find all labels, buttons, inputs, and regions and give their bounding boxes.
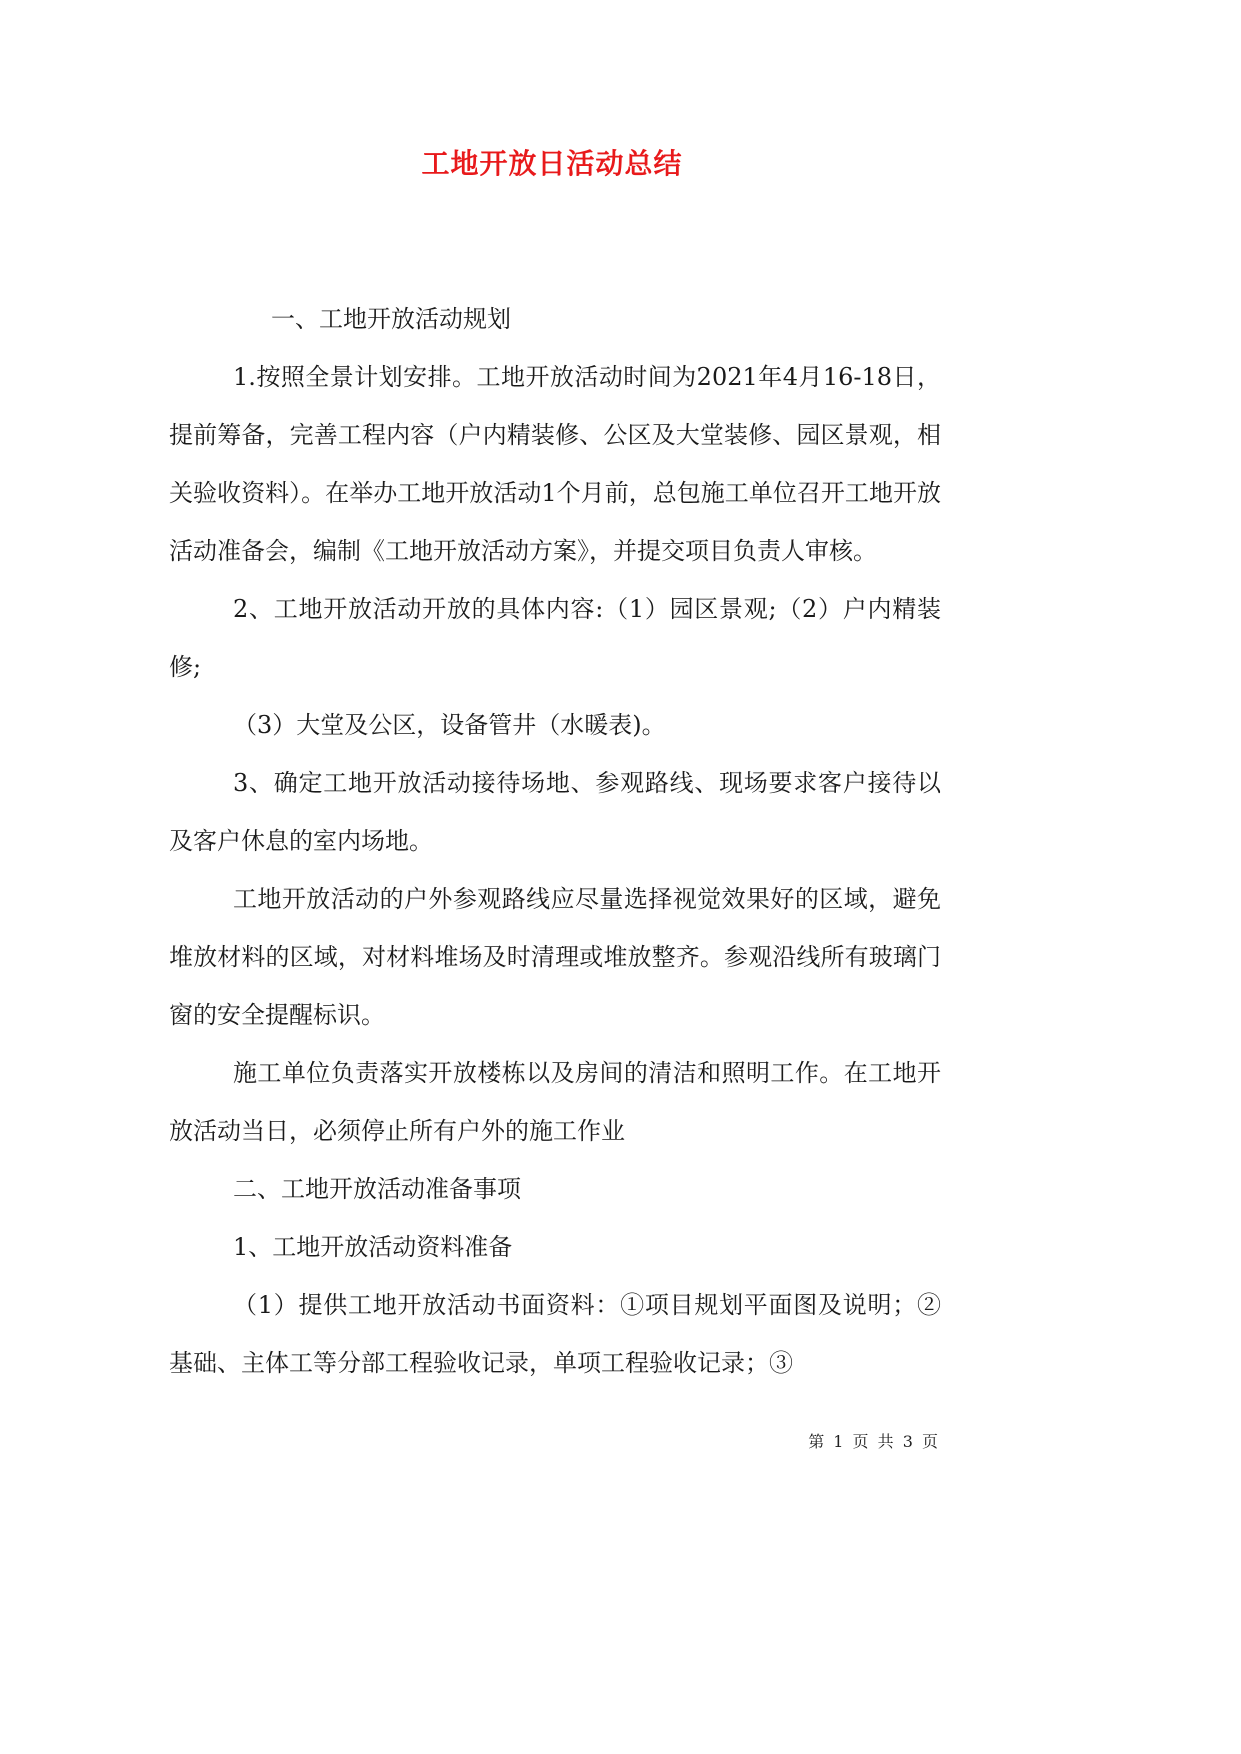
section-heading-2: 二、工地开放活动准备事项 [233,1175,521,1203]
paragraph: 3、确定工地开放活动接待场地、参观路线、现场要求客户接待以及客户休息的室内场地。 [169,769,941,855]
paragraph: 2、工地开放活动开放的具体内容:（1）园区景观;（2）户内精装修; [169,595,941,681]
subsection-heading: 1、工地开放活动资料准备 [233,1233,513,1261]
document-title: 工地开放日活动总结 [421,147,683,180]
paragraph: （1）提供工地开放活动书面资料：①项目规划平面图及说明；②基础、主体工等分部工程验收记录，单项工程验收记录；③ [169,1291,941,1377]
paragraph: 工地开放活动的户外参观路线应尽量选择视觉效果好的区域，避免堆放材料的区域，对材料堆场及时清理或堆放整齐。参观沿线所有玻璃门窗的安全提醒标识。 [169,885,941,1029]
paragraph: （3）大堂及公区，设备管井（水暖表)。 [233,711,666,739]
page-number-footer: 第 1 页 共 3 页 [808,1432,940,1451]
document-body [169,290,941,1392]
paragraph: 1.按照全景计划安排。工地开放活动时间为2021年4月16-18日，提前筹备，完善工程内容（户内精装修、公区及大堂装修、园区景观，相关验收资料）。在举办工地开放活动1个月前，总包施工单位召开工地开放活动准备会，编制《工地开放活动方案》，并提交项目负责人审核。 [169,363,941,565]
section-heading-1: 一、工地开放活动规划 [271,305,511,333]
paragraph: 施工单位负责落实开放楼栋以及房间的清洁和照明工作。在工地开放活动当日，必须停止所有户外的施工作业 [169,1059,941,1145]
